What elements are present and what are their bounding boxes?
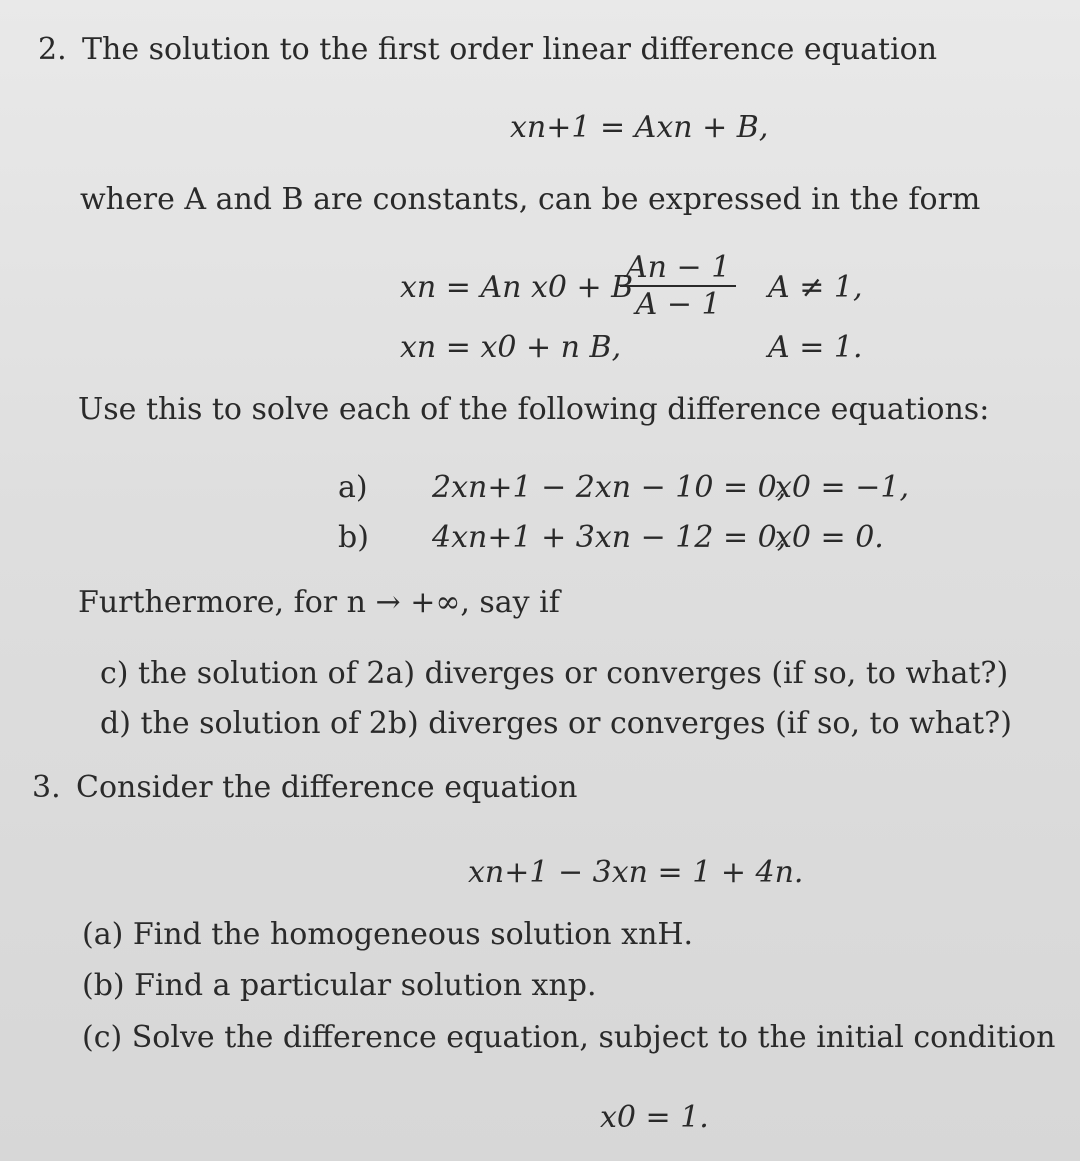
fraction-numerator: An − 1 (620, 250, 736, 287)
item-b-label: b) (338, 520, 369, 555)
item-3c: (c) Solve the difference equation, subject to the initial condition (82, 1020, 1056, 1055)
problem-2-number: 2. (38, 32, 67, 67)
problem-3-equation: xn+1 − 3xn = 1 + 4n. (468, 855, 804, 890)
item-3b: (b) Find a particular solution xnp. (82, 968, 597, 1003)
item-a-equation: 2xn+1 − 2xn − 10 = 0, (432, 470, 787, 505)
solution-fraction (620, 250, 736, 322)
condition-a-not-1: A ≠ 1, (768, 270, 863, 305)
item-3a: (a) Find the homogeneous solution xnH. (82, 917, 694, 952)
solution-a-equals-1-lhs: xn = x0 + n B, (400, 330, 622, 365)
use-instruction: Use this to solve each of the following difference equations: (78, 392, 990, 427)
where-text: where A and B are constants, can be expressed in the form (80, 182, 981, 217)
problem-3-number: 3. (32, 770, 61, 805)
item-a-initial: x0 = −1, (775, 470, 909, 505)
item-c: c) the solution of 2a) diverges or converges (if so, to what?) (100, 656, 1009, 691)
item-d: d) the solution of 2b) diverges or converges (if so, to what?) (100, 706, 1012, 741)
furthermore-text: Furthermore, for n → +∞, say if (78, 585, 560, 620)
condition-a-equals-1: A = 1. (768, 330, 863, 365)
item-b-equation: 4xn+1 + 3xn − 12 = 0, (432, 520, 787, 555)
problem-3-intro: Consider the difference equation (76, 770, 578, 805)
difference-equation: xn+1 = Axn + B, (510, 110, 769, 145)
solution-general-lhs: xn = An x0 + B (400, 270, 634, 305)
initial-condition: x0 = 1. (600, 1100, 709, 1135)
item-b-initial: x0 = 0. (775, 520, 884, 555)
problem-2-intro: The solution to the first order linear difference equation (82, 32, 938, 67)
fraction-denominator: A − 1 (635, 287, 721, 322)
item-a-label: a) (338, 470, 368, 505)
